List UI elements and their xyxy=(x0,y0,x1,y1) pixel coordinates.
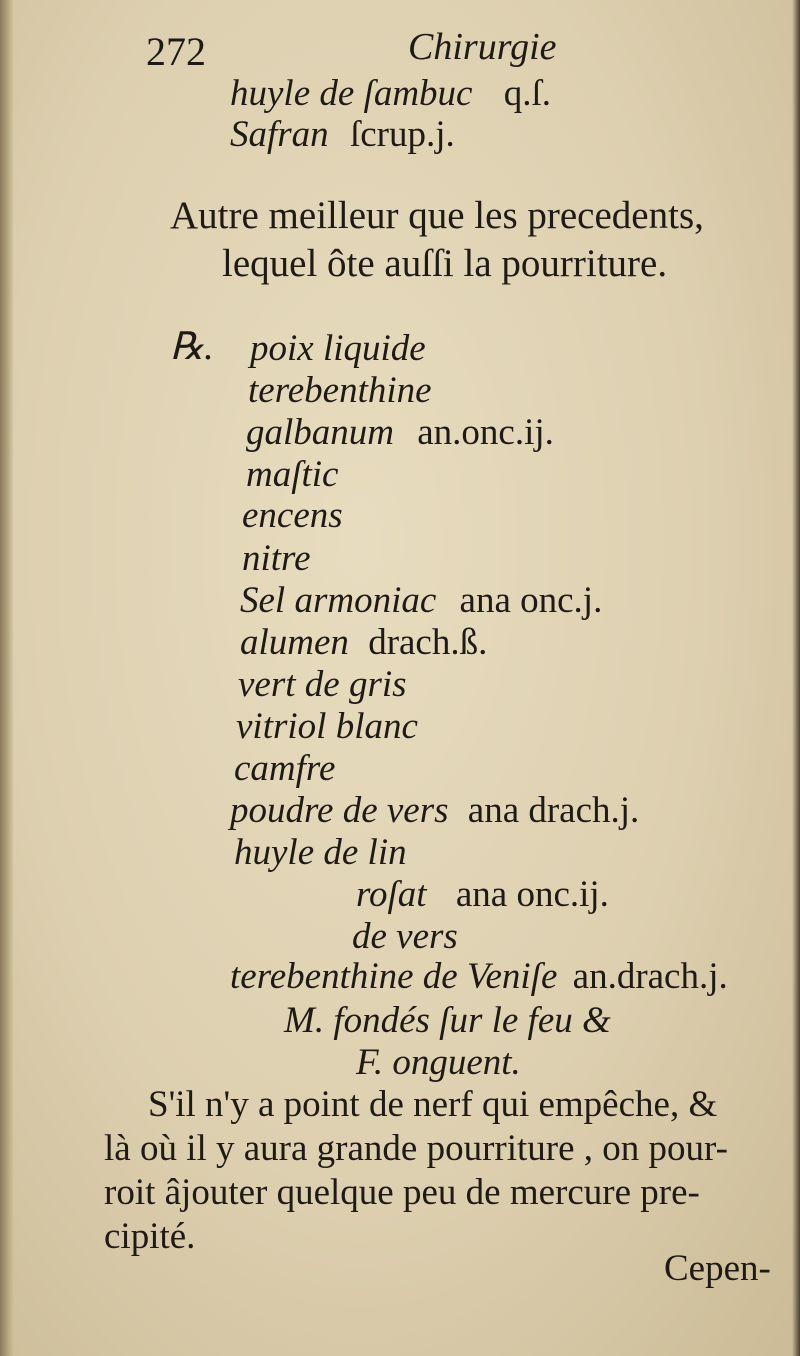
ingredient-line xyxy=(230,792,639,829)
ingredient-name: roſat xyxy=(356,874,427,915)
ingredient-line xyxy=(230,116,455,153)
ingredient-name: maſtic xyxy=(246,454,339,495)
ingredient-name: Sel armoniac xyxy=(240,580,437,621)
catchword: Cepen- xyxy=(664,1248,771,1289)
ingredient-name: huyle de lin xyxy=(234,832,407,873)
ingredient-dose: an.drach.j. xyxy=(572,956,728,997)
recipe-heading-line: lequel ôte auſſi la pourriture. xyxy=(222,242,668,285)
paragraph-line: là où il y aura grande pourriture , on pour- xyxy=(104,1128,728,1169)
ingredient-name: huyle de ſambuc xyxy=(230,73,473,114)
ingredient-dose: drach.ß. xyxy=(368,622,488,663)
ingredient-dose: ana drach.j. xyxy=(467,790,640,831)
ingredient-dose: ana onc.ij. xyxy=(455,874,609,915)
page-gutter-shadow xyxy=(0,0,14,1356)
ingredient-dose: an.onc.ij. xyxy=(417,412,554,453)
ingredient-line xyxy=(246,414,554,451)
ingredient-dose: q.ſ. xyxy=(503,73,552,114)
running-head: Chirurgie xyxy=(408,26,557,68)
ingredient-line xyxy=(234,834,407,871)
ingredient-dose: ana onc.j. xyxy=(459,580,603,621)
ingredient-name: poix liquide xyxy=(250,328,426,369)
ingredient-line xyxy=(234,750,335,787)
ingredient-name: terebenthine xyxy=(248,370,432,411)
ingredient-line xyxy=(238,666,407,703)
ingredient-name: nitre xyxy=(242,538,311,579)
ingredient-name: alumen xyxy=(240,622,349,663)
ingredient-line xyxy=(242,540,311,577)
ingredient-line xyxy=(240,582,602,619)
ingredient-dose: ſcrup.j. xyxy=(349,114,455,155)
ingredient-line xyxy=(248,372,432,409)
ingredient-line xyxy=(250,330,426,367)
ingredient-line xyxy=(356,876,609,913)
recipe-direction: F. onguent. xyxy=(356,1042,521,1083)
ingredient-line xyxy=(352,918,458,955)
paragraph-line: S'il n'y a point de nerf qui empêche, & xyxy=(148,1084,718,1125)
ingredient-line xyxy=(230,958,728,995)
ingredient-name: poudre de vers xyxy=(230,790,449,831)
ingredient-name: camfre xyxy=(234,748,336,789)
ingredient-name: Safran xyxy=(230,114,329,155)
ingredient-name: terebenthine de Veniſe xyxy=(230,956,558,997)
recipe-direction: M. fondés ſur le feu & xyxy=(284,1000,611,1041)
recipe-heading-line: Autre meilleur que les precedents, xyxy=(170,194,704,237)
ingredient-name: galbanum xyxy=(246,412,394,453)
ingredient-name: encens xyxy=(242,495,343,536)
page-number: 272 xyxy=(146,29,206,74)
ingredient-name: de vers xyxy=(352,916,458,957)
ingredient-line xyxy=(230,75,551,112)
recipe-symbol: ℞. xyxy=(170,326,214,368)
ingredient-line xyxy=(236,708,418,745)
ingredient-name: vitriol blanc xyxy=(236,706,418,747)
ingredient-line xyxy=(240,624,487,661)
paragraph-line: roit âjouter quelque peu de mercure pre- xyxy=(104,1172,700,1213)
ingredient-line xyxy=(246,456,338,493)
paragraph-line: cipité. xyxy=(104,1216,196,1257)
ingredient-line xyxy=(242,497,343,534)
ingredient-name: vert de gris xyxy=(238,664,407,705)
page-edge-shadow xyxy=(792,0,800,1356)
